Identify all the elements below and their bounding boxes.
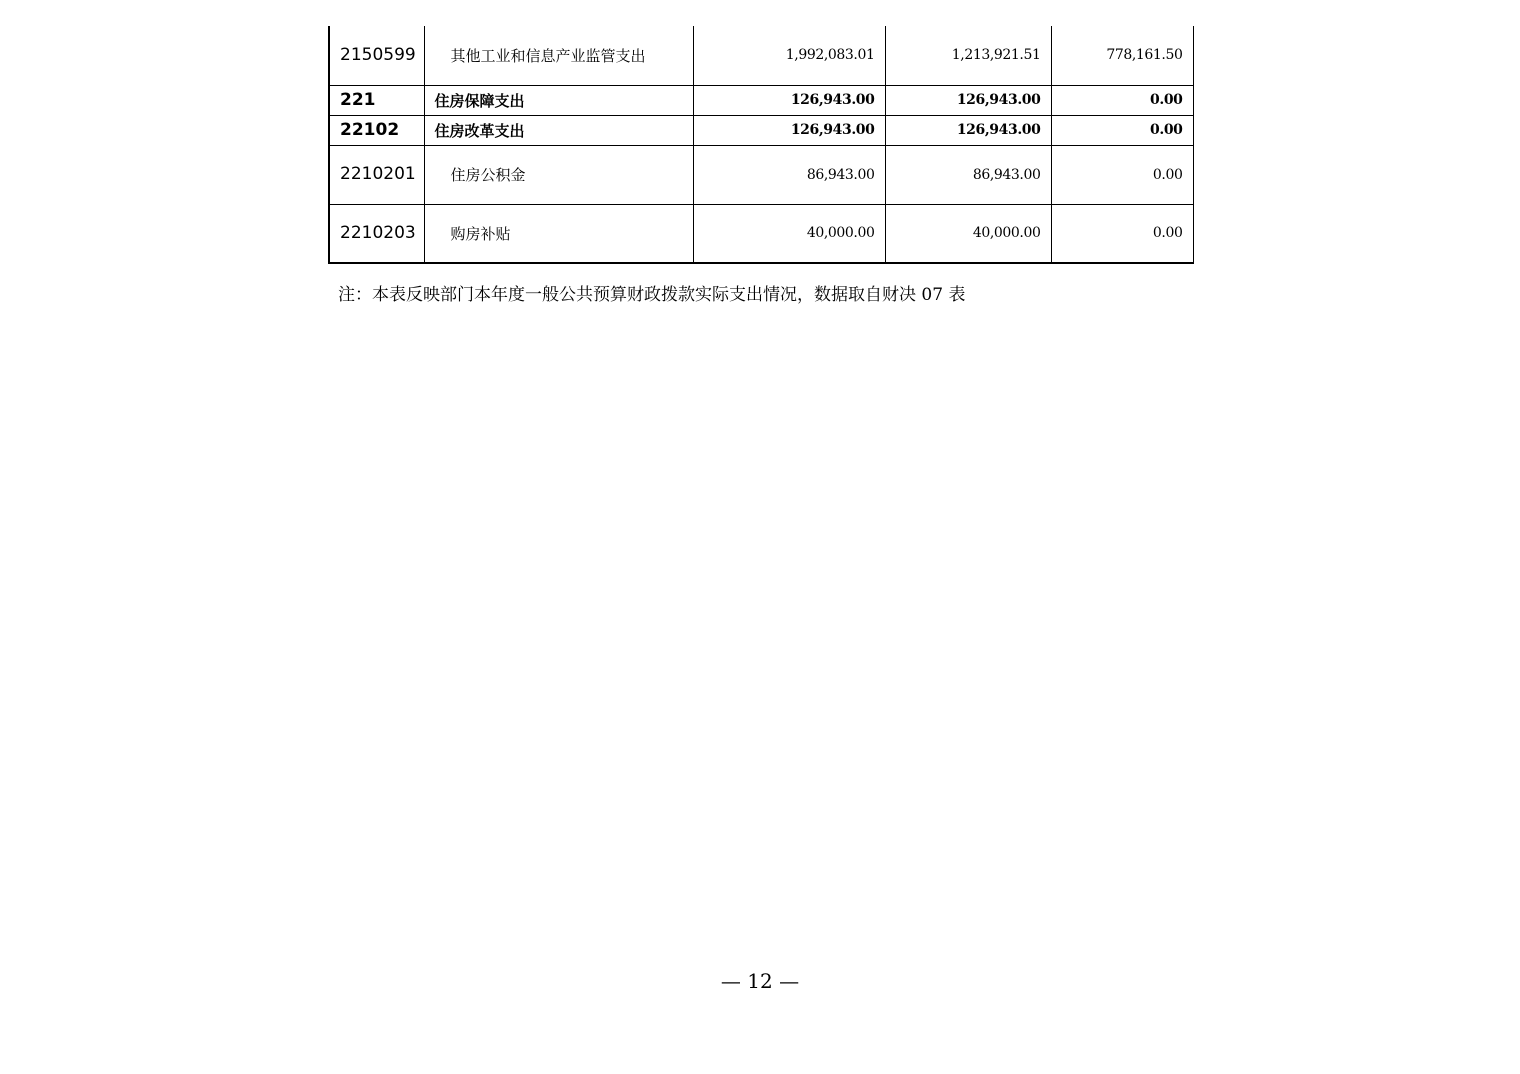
table-note: 注：本表反映部门本年度一般公共预算财政拨款实际支出情况，数据取自财决 07 表 (338, 285, 966, 305)
project-expenditure: 0.00 (1051, 85, 1193, 115)
table-row (329, 26, 1193, 85)
subject-code: 2210203 (329, 204, 424, 263)
table-row (329, 115, 1193, 145)
project-expenditure: 0.00 (1051, 145, 1193, 204)
table-row (329, 85, 1193, 115)
subject-code: 2210201 (329, 145, 424, 204)
project-expenditure: 0.00 (1051, 204, 1193, 263)
total-amount: 86,943.00 (693, 145, 885, 204)
basic-expenditure: 86,943.00 (885, 145, 1051, 204)
page-number: — 12 — (720, 969, 800, 993)
total-amount: 126,943.00 (693, 115, 885, 145)
subject-name: 住房保障支出 (424, 85, 693, 115)
subject-name: 其他工业和信息产业监管支出 (424, 26, 693, 85)
subject-name: 购房补贴 (424, 204, 693, 263)
basic-expenditure: 1,213,921.51 (885, 26, 1051, 85)
subject-code: 22102 (329, 115, 424, 145)
basic-expenditure: 126,943.00 (885, 115, 1051, 145)
table-row (329, 204, 1193, 263)
project-expenditure: 778,161.50 (1051, 26, 1193, 85)
expenditure-table (328, 26, 1194, 264)
total-amount: 40,000.00 (693, 204, 885, 263)
basic-expenditure: 40,000.00 (885, 204, 1051, 263)
total-amount: 126,943.00 (693, 85, 885, 115)
project-expenditure: 0.00 (1051, 115, 1193, 145)
subject-name: 住房公积金 (424, 145, 693, 204)
total-amount: 1,992,083.01 (693, 26, 885, 85)
subject-code: 2150599 (329, 26, 424, 85)
subject-name: 住房改革支出 (424, 115, 693, 145)
table-row (329, 145, 1193, 204)
basic-expenditure: 126,943.00 (885, 85, 1051, 115)
subject-code: 221 (329, 85, 424, 115)
